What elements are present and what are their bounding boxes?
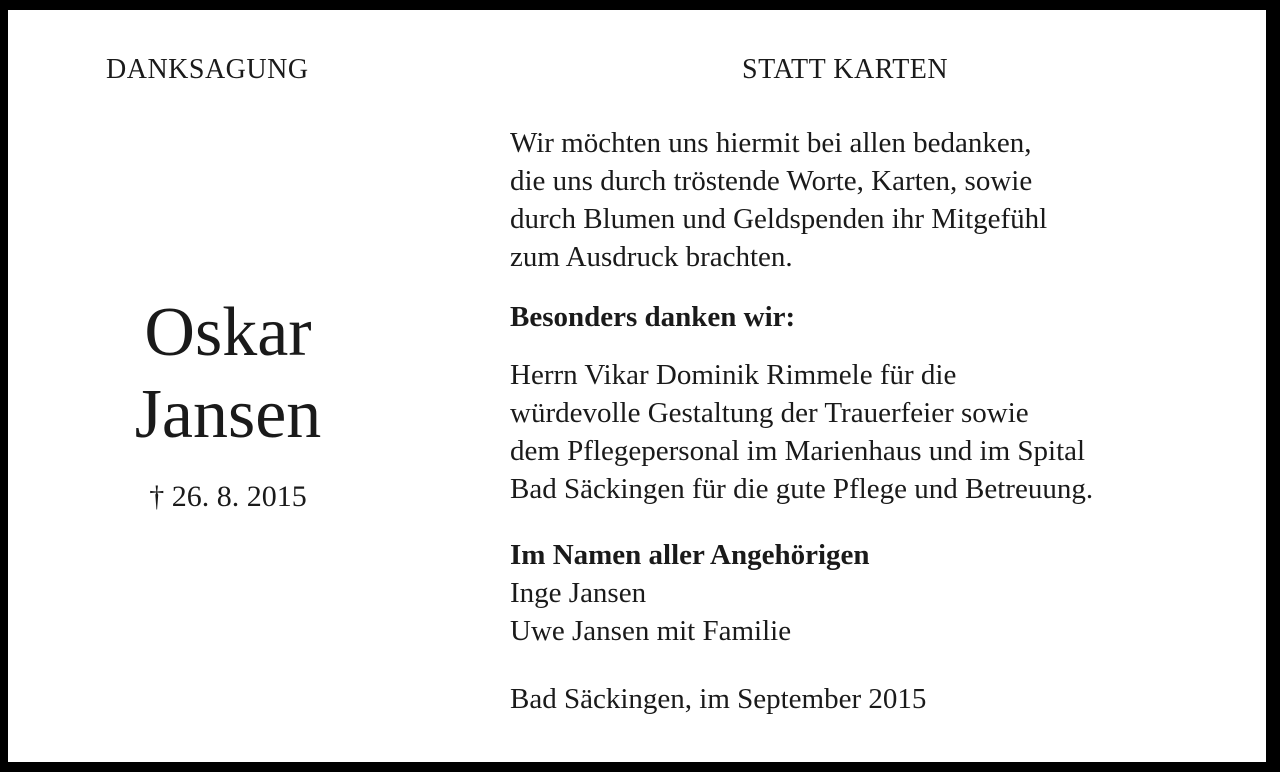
special-thanks-line: Herrn Vikar Dominik Rimmele für die xyxy=(510,359,957,391)
place-date: Bad Säckingen, im September 2015 xyxy=(510,683,927,715)
intro-line: die uns durch tröstende Worte, Karten, sowie xyxy=(510,165,1033,197)
special-thanks-heading: Besonders danken wir: xyxy=(510,301,796,333)
message-body xyxy=(510,124,1250,718)
death-date: † 26. 8. 2015 xyxy=(149,480,307,513)
intro-line: Wir möchten uns hiermit bei allen bedanken, xyxy=(510,127,1032,159)
signatory: Uwe Jansen mit Familie xyxy=(510,615,792,647)
obituary-card xyxy=(8,10,1266,762)
danksagung-heading: DANKSAGUNG xyxy=(106,54,309,85)
statt-karten-heading: STATT KARTEN xyxy=(742,54,949,85)
special-thanks-line: dem Pflegepersonal im Marienhaus und im Spital xyxy=(510,435,1086,467)
deceased-last-name: Jansen xyxy=(134,376,322,453)
deceased-name-block xyxy=(68,292,388,514)
special-thanks-paragraph xyxy=(510,356,1250,508)
intro-line: durch Blumen und Geldspenden ihr Mitgefühl xyxy=(510,203,1048,235)
intro-paragraph xyxy=(510,124,1250,276)
signature-heading: Im Namen aller Angehörigen xyxy=(510,539,870,571)
special-thanks-line: Bad Säckingen für die gute Pflege und Betreuung. xyxy=(510,473,1094,505)
intro-line: zum Ausdruck brachten. xyxy=(510,241,793,273)
special-thanks-line: würdevolle Gestaltung der Trauerfeier sowie xyxy=(510,397,1029,429)
signatory: Inge Jansen xyxy=(510,577,647,609)
signatories xyxy=(510,574,1250,650)
deceased-first-name: Oskar xyxy=(144,294,312,371)
